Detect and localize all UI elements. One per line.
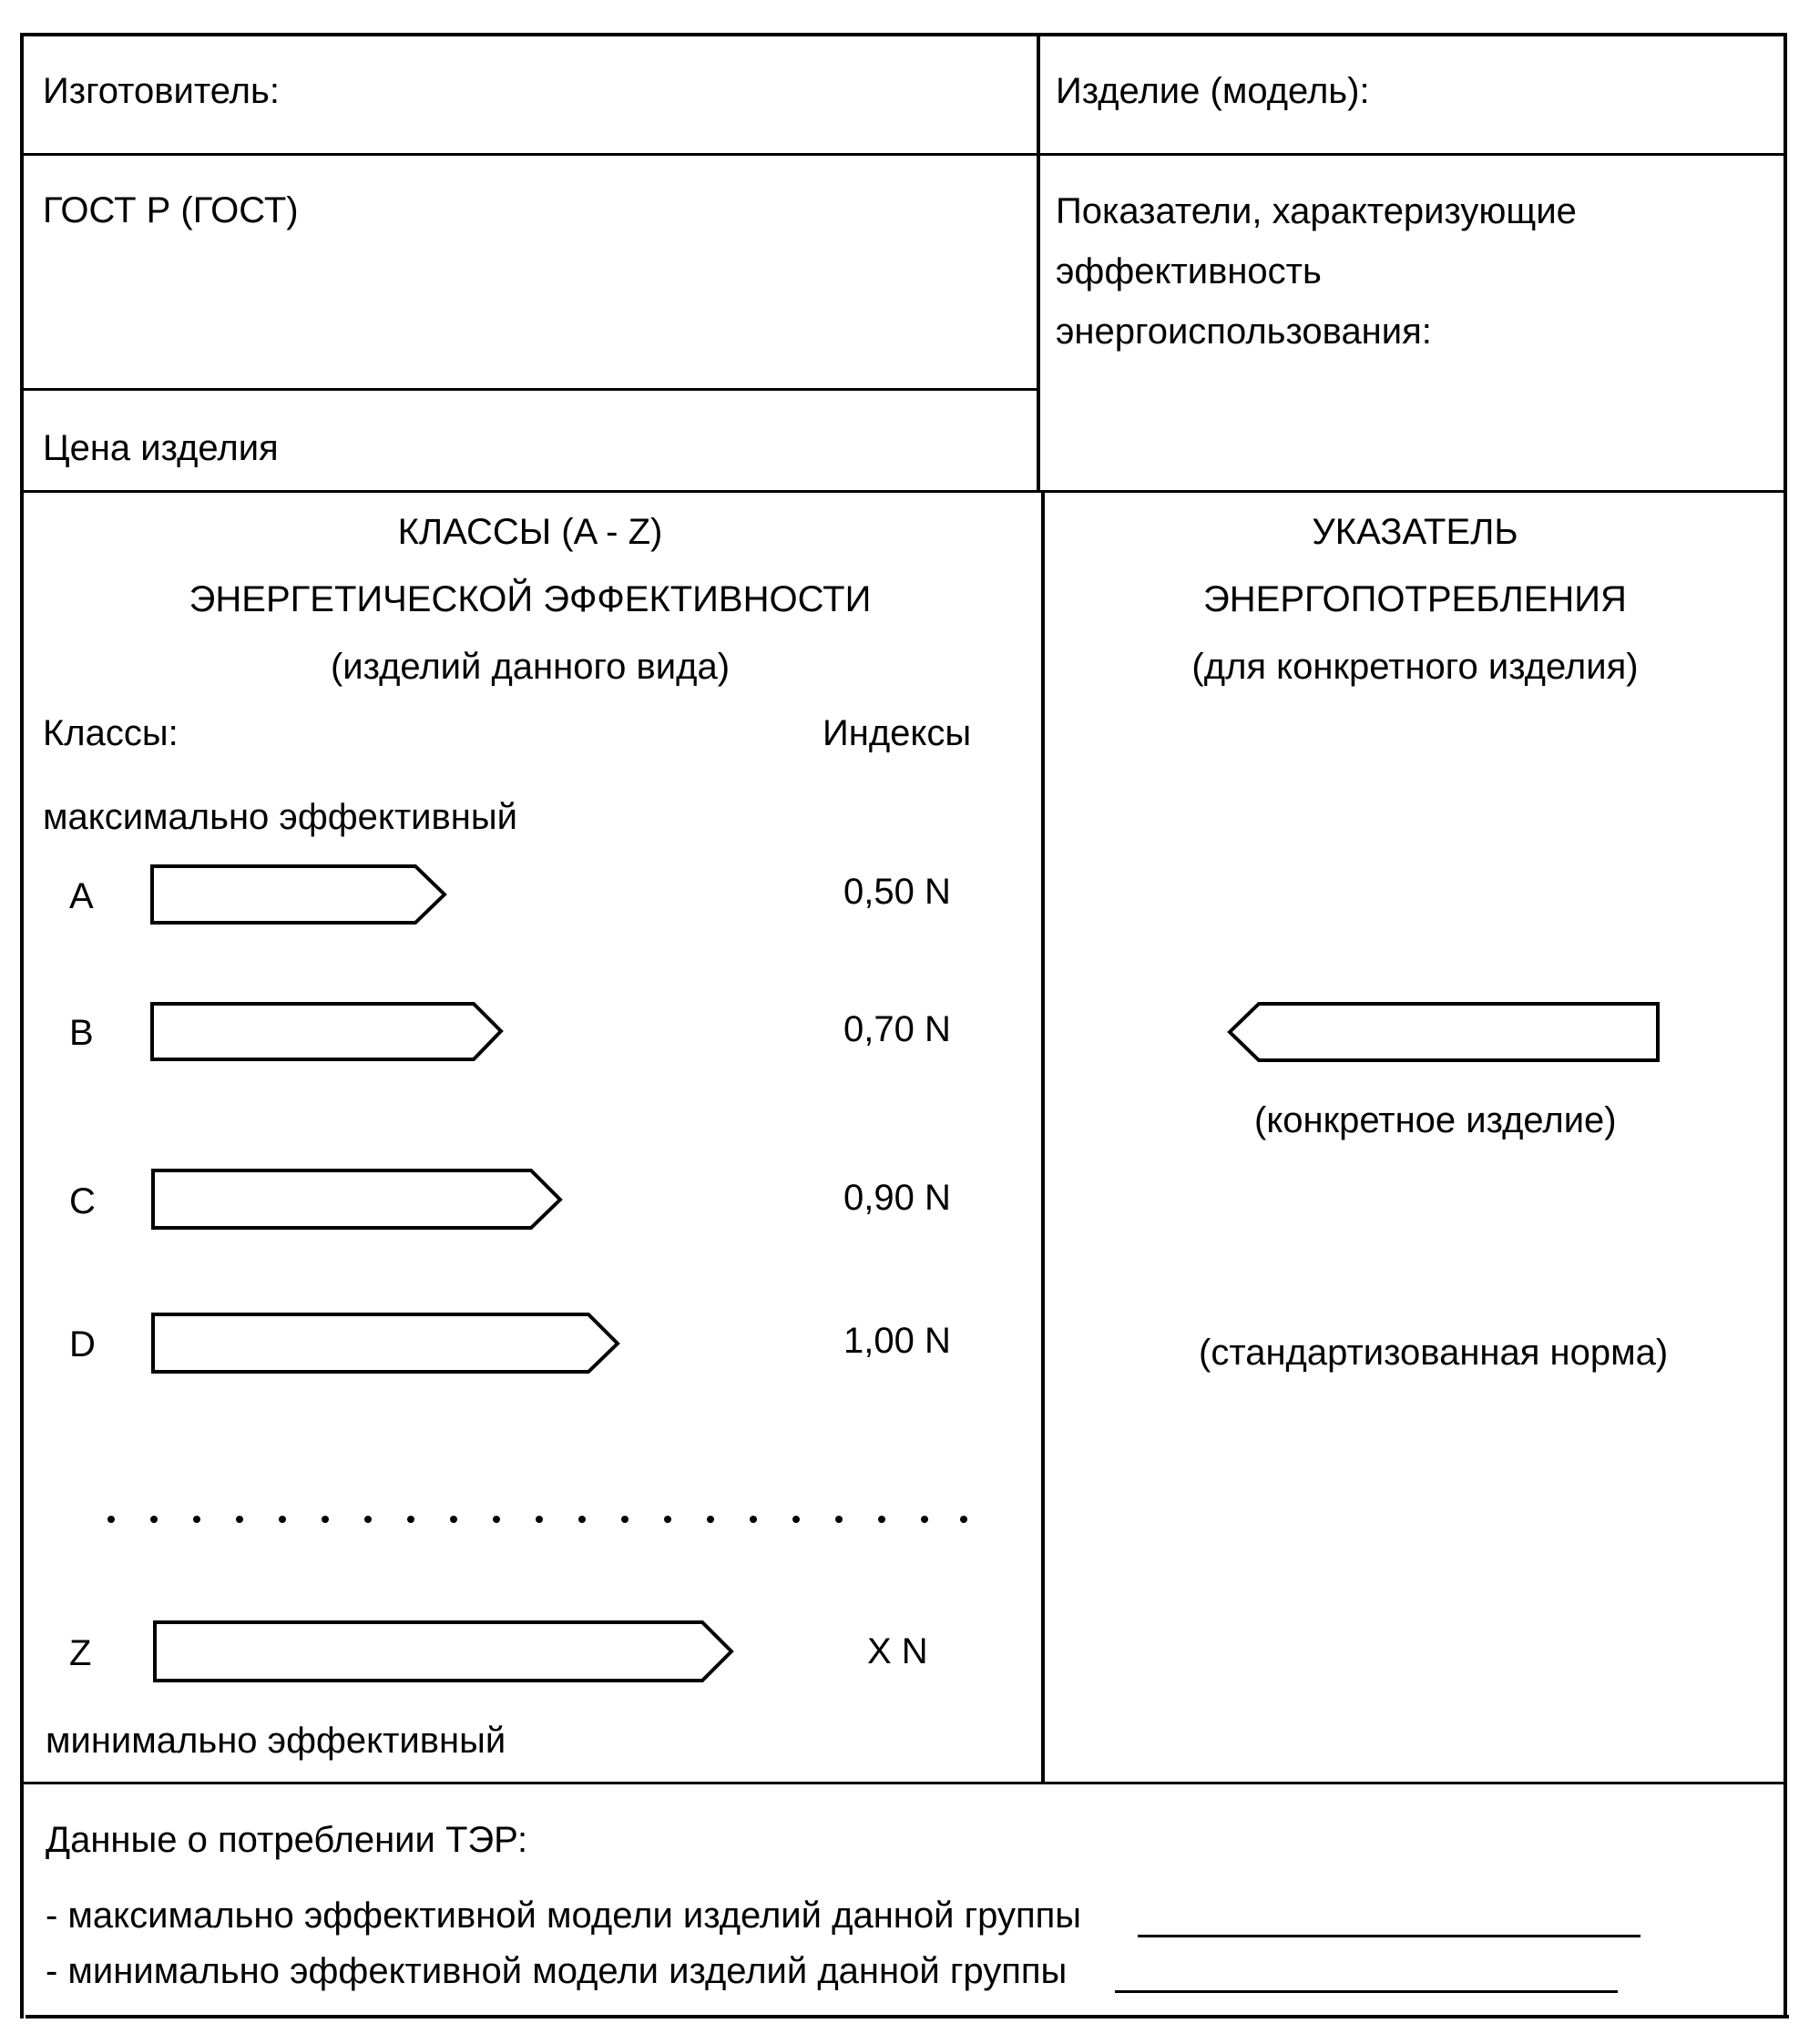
class-arrow-b — [152, 1004, 501, 1059]
classes-title-line-3: (изделий данного вида) — [330, 647, 731, 687]
indicator-title-line-1: УКАЗАТЕЛЬ — [1312, 512, 1518, 552]
class-arrow-d — [153, 1314, 618, 1372]
max-model-line-label: - максимально эффективной модели изделий данной группы — [46, 1896, 1082, 1936]
standard-label: ГОСТ Р (ГОСТ) — [43, 190, 299, 230]
min-model-line-label: - минимально эффективной модели изделий данной группы — [46, 1951, 1068, 1991]
class-letter-c: C — [69, 1181, 96, 1221]
max-efficiency-label: максимально эффективный — [43, 797, 517, 837]
class-index-d: 1,00 N — [843, 1321, 951, 1361]
class-index-a: 0,50 N — [843, 872, 951, 912]
indices-column-header: Индексы — [823, 713, 972, 753]
class-letter-z: Z — [69, 1633, 92, 1673]
indicator-pointer-arrow — [1230, 1004, 1658, 1060]
min-model-fill-line[interactable] — [1115, 1990, 1618, 1993]
class-letter-d: D — [69, 1324, 96, 1364]
classes-column-header: Классы: — [43, 713, 179, 753]
indicators-label-line-2: эффективность — [1056, 251, 1322, 291]
class-letter-b: B — [69, 1013, 94, 1053]
indicator-title-line-3: (для конкретного изделия) — [1191, 647, 1639, 687]
class-arrow-c — [153, 1170, 560, 1228]
class-index-b: 0,70 N — [843, 1009, 951, 1049]
classes-title-line-1: КЛАССЫ (A - Z) — [397, 512, 663, 552]
fuel-energy-data-title: Данные о потреблении ТЭР: — [46, 1820, 528, 1860]
class-arrow-a — [152, 866, 445, 923]
max-model-fill-line[interactable] — [1138, 1935, 1640, 1937]
min-efficiency-label: минимально эффективный — [46, 1721, 506, 1761]
indicators-label-line-1: Показатели, характеризующие — [1056, 191, 1577, 231]
class-letter-a: A — [69, 876, 94, 916]
continuation-dots — [107, 1516, 967, 1523]
class-index-z: X N — [867, 1631, 928, 1671]
indicator-title-line-2: ЭНЕРГОПОТРЕБЛЕНИЯ — [1203, 579, 1627, 619]
class-index-c: 0,90 N — [843, 1178, 951, 1218]
classes-title-line-2: ЭНЕРГЕТИЧЕСКОЙ ЭФФЕКТИВНОСТИ — [189, 579, 872, 619]
product-model-label: Изделие (модель): — [1056, 71, 1370, 111]
price-label: Цена изделия — [43, 428, 279, 468]
standard-norm-label: (стандартизованная норма) — [1199, 1333, 1669, 1373]
specific-product-label: (конкретное изделие) — [1254, 1100, 1617, 1140]
indicators-label-line-3: энергоиспользования: — [1056, 312, 1432, 352]
class-arrow-z — [155, 1622, 731, 1681]
manufacturer-label: Изготовитель: — [43, 71, 280, 111]
